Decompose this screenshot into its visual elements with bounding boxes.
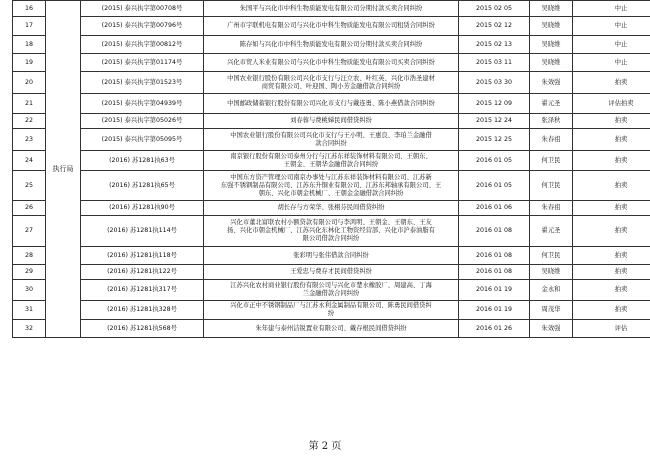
row-number-cell: 28 (13, 247, 46, 265)
judge-cell: 吴晓维 (530, 36, 573, 54)
table-row (13, 36, 650, 54)
table-row (13, 72, 650, 94)
filing-date-cell: 2016 01 08 (459, 265, 530, 280)
case-title-line: 王朝金、王朝华金融借款合同纠纷 (283, 160, 379, 168)
row-number-cell: 21 (13, 94, 46, 114)
row-number-cell: 30 (13, 280, 46, 301)
row-number-cell: 17 (13, 17, 46, 36)
table-row (13, 129, 650, 151)
judge-cell: 吴晓维 (530, 1, 573, 17)
case-title-cell (204, 17, 459, 36)
case-title-cell (204, 320, 459, 338)
row-number-cell: 25 (13, 171, 46, 201)
row-number-cell: 24 (13, 151, 46, 171)
judge-cell: 周茂华 (530, 301, 573, 320)
table-row (13, 1, 650, 17)
judge-cell: 张泽秋 (530, 114, 573, 129)
case-title-line: 王爱忠与费存才民间借贷纠纷 (290, 268, 372, 275)
filing-date-cell: 2015 03 30 (459, 72, 530, 94)
judge-cell: 朱效强 (530, 72, 573, 94)
table-row (13, 171, 650, 201)
case-title-line: 兰金融借款合同纠纷 (302, 290, 360, 297)
filing-date-cell: 2015 03 11 (459, 54, 530, 72)
case-title-cell (204, 94, 459, 114)
case-title-cell (204, 36, 459, 54)
filing-date-cell: 2016 01 08 (459, 247, 530, 265)
table-row (13, 114, 650, 129)
case-title-line: 中国东方资产管理公司南京办事处与江苏东祥装饰材料有限公司、江苏新 (230, 173, 432, 181)
row-number-cell: 23 (13, 129, 46, 151)
judge-cell: 吴晓维 (530, 265, 573, 280)
status-cell: 拍卖 (573, 247, 650, 265)
status-cell: 中止 (573, 17, 650, 36)
table-row (13, 151, 650, 171)
row-number-cell: 26 (13, 201, 46, 216)
table-row (13, 320, 650, 338)
case-title-cell (204, 201, 459, 216)
case-number-cell: (2016) 苏1281执122号 (81, 265, 204, 280)
case-title-line: 款合同纠纷 (315, 139, 347, 147)
table-row (13, 94, 650, 114)
filing-date-cell: 2015 02 12 (459, 17, 530, 36)
case-title-line: 张彩明与张伟借款合同纠纷 (293, 251, 369, 259)
judge-cell: 吴晓维 (530, 54, 573, 72)
case-title-line: 中国农业银行股份有限公司兴化市支行与王小明、王惠良、李珀兰金融借 (230, 131, 432, 139)
case-number-cell: (2015) 泰兴执字第01174号 (81, 54, 204, 72)
status-cell: 拍卖 (573, 265, 650, 280)
case-title-line: 限公司借款合同纠纷 (302, 235, 360, 242)
case-number-cell: (2015) 泰兴执字第01523号 (81, 72, 204, 94)
judge-cell: 朱春祖 (530, 129, 573, 151)
row-number-cell: 18 (13, 36, 46, 54)
status-cell: 拍卖 (573, 151, 650, 171)
case-title-cell (204, 151, 459, 171)
status-cell: 拍卖 (573, 72, 650, 94)
case-title-line: 陈存如与兴化市中科生物质能发电有限公司分期付款买卖合同纠纷 (239, 40, 423, 48)
status-cell: 拍卖 (573, 171, 650, 201)
case-number-cell: (2016) 苏1281执328号 (81, 301, 204, 320)
row-number-cell: 16 (13, 1, 46, 17)
judge-cell: 朱效强 (530, 320, 573, 338)
case-table-sheet (12, 0, 640, 338)
status-cell: 拍卖 (573, 129, 650, 151)
case-title-line: 兴化市董北富联农村小额贷款有限公司与李鸿明、王朝金、王朝东、王友 (230, 219, 432, 226)
case-number-cell: (2016) 苏1281执568号 (81, 320, 204, 338)
filing-date-cell: 2015 02 13 (459, 36, 530, 54)
case-title-line: 兴化市正中不锈钢制品厂与江苏永利金属制品有限公司、陈勇民间借贷纠 (230, 302, 432, 309)
case-title-cell (204, 216, 459, 247)
case-title-cell (204, 72, 459, 94)
case-title-cell (204, 247, 459, 265)
judge-cell: 何卫民 (530, 247, 573, 265)
case-title-line: 东强不锈钢制品有限公司、江苏东升铜业有限公司、江苏东邦轴承有限公司、王 (220, 181, 442, 189)
case-number-cell: (2015) 泰兴执字第04939号 (81, 94, 204, 114)
case-title-cell (204, 1, 459, 17)
filing-date-cell: 2016 01 19 (459, 301, 530, 320)
filing-date-cell: 2016 01 26 (459, 320, 530, 338)
table-row (13, 265, 650, 280)
status-cell: 评估拍卖 (573, 94, 650, 114)
case-title-cell (204, 280, 459, 301)
row-number-cell: 29 (13, 265, 46, 280)
status-cell: 拍卖 (573, 280, 650, 301)
filing-date-cell: 2016 01 05 (459, 171, 530, 201)
table-row (13, 301, 650, 320)
table-row (13, 17, 650, 36)
case-number-cell: (2015) 泰兴执字第05026号 (81, 114, 204, 129)
page-number: 第 2 页 (308, 441, 342, 452)
status-cell: 中止 (573, 1, 650, 17)
case-title-line: 中国邮政储蓄银行股份有限公司兴化市支行与戴连勇、陈小燕借款合同纠纷 (227, 99, 435, 107)
status-cell: 拍卖 (573, 114, 650, 129)
filing-date-cell: 2016 01 05 (459, 151, 530, 171)
filing-date-cell: 2016 01 08 (459, 216, 530, 247)
case-title-cell (204, 171, 459, 201)
row-number-cell: 27 (13, 216, 46, 247)
judge-cell: 吴晓维 (530, 17, 573, 36)
case-number-cell: (2016) 苏1281执317号 (81, 280, 204, 301)
status-cell: 中止 (573, 54, 650, 72)
status-cell: 拍卖 (573, 201, 650, 216)
case-number-cell: (2015) 泰兴执字第05095号 (81, 129, 204, 151)
judge-cell: 翟元圣 (530, 216, 573, 247)
judge-cell: 何卫民 (530, 151, 573, 171)
case-title-line: 中国农业银行股份有限公司兴化市支行与汪立农、叶红英、兴化市浩圣建材 (227, 74, 435, 82)
case-title-line: 刘春蓉与费桃娣民间借贷纠纷 (290, 117, 372, 124)
case-title-line: 商贸有限公司、叶迎国、陶小芳金融借款合同纠纷 (261, 82, 401, 90)
case-title-line: 扬、兴化市朝金机械厂、江苏兴化东林化工物资经营部、兴化市沪泰油脂有 (227, 227, 435, 234)
case-title-cell (204, 114, 459, 129)
status-cell: 中止 (573, 36, 650, 54)
case-title-line: 纷 (327, 310, 335, 317)
row-number-cell: 19 (13, 54, 46, 72)
row-number-cell: 32 (13, 320, 46, 338)
judge-cell: 何卫民 (530, 171, 573, 201)
filing-date-cell: 2015 12 24 (459, 114, 530, 129)
filing-date-cell: 2016 01 19 (459, 280, 530, 301)
status-cell: 拍卖 (573, 216, 650, 247)
case-number-cell: (2016) 苏1281执114号 (81, 216, 204, 247)
case-title-line: 朱国平与兴化市中科生物质能发电有限公司分期付款买卖合同纠纷 (239, 4, 423, 12)
case-title-cell (204, 54, 459, 72)
case-number-cell: (2016) 苏1281执118号 (81, 247, 204, 265)
row-number-cell: 31 (13, 301, 46, 320)
judge-cell: 翟元圣 (530, 94, 573, 114)
case-title-cell (204, 129, 459, 151)
case-number-cell: (2015) 泰兴执字第00708号 (81, 1, 204, 17)
case-number-cell: (2015) 泰兴执字第00796号 (81, 17, 204, 36)
case-title-cell (204, 265, 459, 280)
case-title-line: 江苏兴化农村商业银行股份有限公司与兴化市楚水橡胶厂、周建高、丁海 (230, 282, 432, 289)
case-title-line: 南京银行股份有限公司泰州分行与江苏东祥装饰材料有限公司、王朝东、 (230, 152, 432, 160)
case-title-line: 朝东、兴化市朝金机械厂、王朝金金融借款合同纠纷 (258, 189, 404, 197)
table-row (13, 216, 650, 247)
judge-cell: 朱春祖 (530, 201, 573, 216)
case-table-body (13, 1, 650, 338)
filing-date-cell: 2015 12 25 (459, 129, 530, 151)
case-title-line: 兴化市贸人米业有限公司与兴化市中科生物质能发电有限公司买卖合同纠纷 (227, 58, 435, 66)
judge-cell: 金永和 (530, 280, 573, 301)
row-number-cell: 20 (13, 72, 46, 94)
table-row (13, 54, 650, 72)
case-number-cell: (2016) 苏1281执90号 (81, 201, 204, 216)
case-title-line: 胡长存与方荣华、张栩芬民间借贷纠纷 (277, 204, 385, 211)
table-row (13, 247, 650, 265)
case-table (12, 0, 650, 338)
case-title-cell (204, 301, 459, 320)
status-cell: 评估 (573, 320, 650, 338)
filing-date-cell: 2015 02 05 (459, 1, 530, 17)
case-number-cell: (2016) 苏1281执63号 (81, 151, 204, 171)
status-cell: 拍卖 (573, 301, 650, 320)
row-number-cell: 22 (13, 114, 46, 129)
case-title-line: 朱年建与泰州洁锐置业有限公司、戴存根民间借贷纠纷 (255, 324, 407, 332)
table-row (13, 280, 650, 301)
table-row (13, 201, 650, 216)
filing-date-cell: 2015 12 09 (459, 94, 530, 114)
filing-date-cell: 2016 01 06 (459, 201, 530, 216)
case-number-cell: (2016) 苏1281执65号 (81, 171, 204, 201)
case-title-line: 广州市宇联机电有限公司与兴化市中科生物质能发电有限公司租赁合同纠纷 (227, 22, 435, 29)
department-cell: 执行局 (46, 1, 81, 338)
case-number-cell: (2015) 泰兴执字第00812号 (81, 36, 204, 54)
